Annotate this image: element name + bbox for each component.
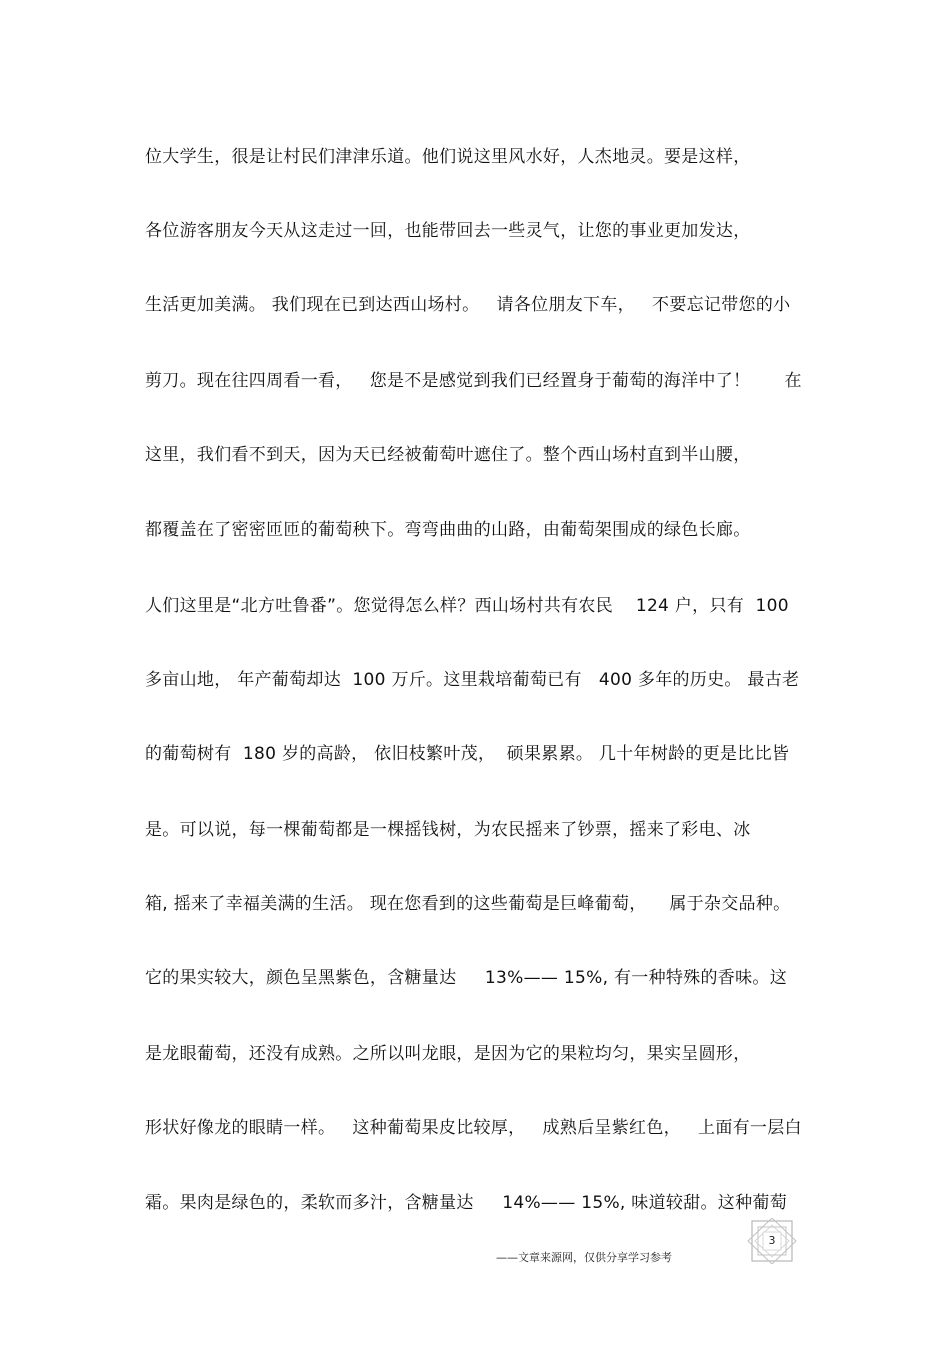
body-line-10: 是。可以说，每一棵葡萄都是一棵摇钱树，为农民摇来了钞票，摇来了彩电、冰 — [145, 820, 751, 840]
body-line-11: 箱, 摇来了幸福美满的生活。 现在您看到的这些葡萄是巨峰葡萄， 属于杂交品种。 — [145, 894, 791, 914]
body-line-12: 它的果实较大，颜色呈黑紫色，含糖量达 13%—— 15%, 有一种特殊的香味。这 — [145, 968, 787, 988]
page-number: 3 — [768, 1234, 776, 1247]
body-line-1: 位大学生，很是让村民们津津乐道。他们说这里风水好，人杰地灵。要是这样， — [145, 147, 751, 167]
body-line-14: 形状好像龙的眼睛一样。 这种葡萄果皮比较厚， 成熟后呈紫红色， 上面有一层白 — [145, 1118, 802, 1138]
body-line-4: 剪刀。现在往四周看一看， 您是不是感觉到我们已经置身于葡萄的海洋中了！ 在 — [145, 371, 802, 391]
body-line-15: 霜。果肉是绿色的，柔软而多汁，含糖量达 14%—— 15%, 味道较甜。这种葡萄 — [145, 1193, 787, 1213]
footer-source-note: ——文章来源网，仅供分享学习参考 — [496, 1251, 672, 1264]
body-line-9: 的葡萄树有 180 岁的高龄， 依旧枝繁叶茂， 硕果累累。 几十年树龄的更是比比皆 — [145, 744, 790, 764]
page-number-badge — [746, 1218, 798, 1264]
body-line-7: 人们这里是“北方吐鲁番”。您觉得怎么样？西山场村共有农民 124 户，只有 100 — [145, 596, 789, 616]
body-line-2: 各位游客朋友今天从这走过一回，也能带回去一些灵气，让您的事业更加发达， — [145, 221, 751, 241]
body-line-13: 是龙眼葡萄，还没有成熟。之所以叫龙眼，是因为它的果粒均匀，果实呈圆形， — [145, 1044, 751, 1064]
body-line-8: 多亩山地， 年产葡萄却达 100 万斤。这里栽培葡萄已有 400 多年的历史。 最古老 — [145, 670, 800, 690]
body-line-5: 这里，我们看不到天，因为天已经被葡萄叶遮住了。整个西山场村直到半山腰， — [145, 445, 751, 465]
body-line-6: 都覆盖在了密密匝匝的葡萄秧下。弯弯曲曲的山路，由葡萄架围成的绿色长廊。 — [145, 520, 751, 540]
body-line-3: 生活更加美满。 我们现在已到达西山场村。 请各位朋友下车， 不要忘记带您的小 — [145, 295, 791, 315]
